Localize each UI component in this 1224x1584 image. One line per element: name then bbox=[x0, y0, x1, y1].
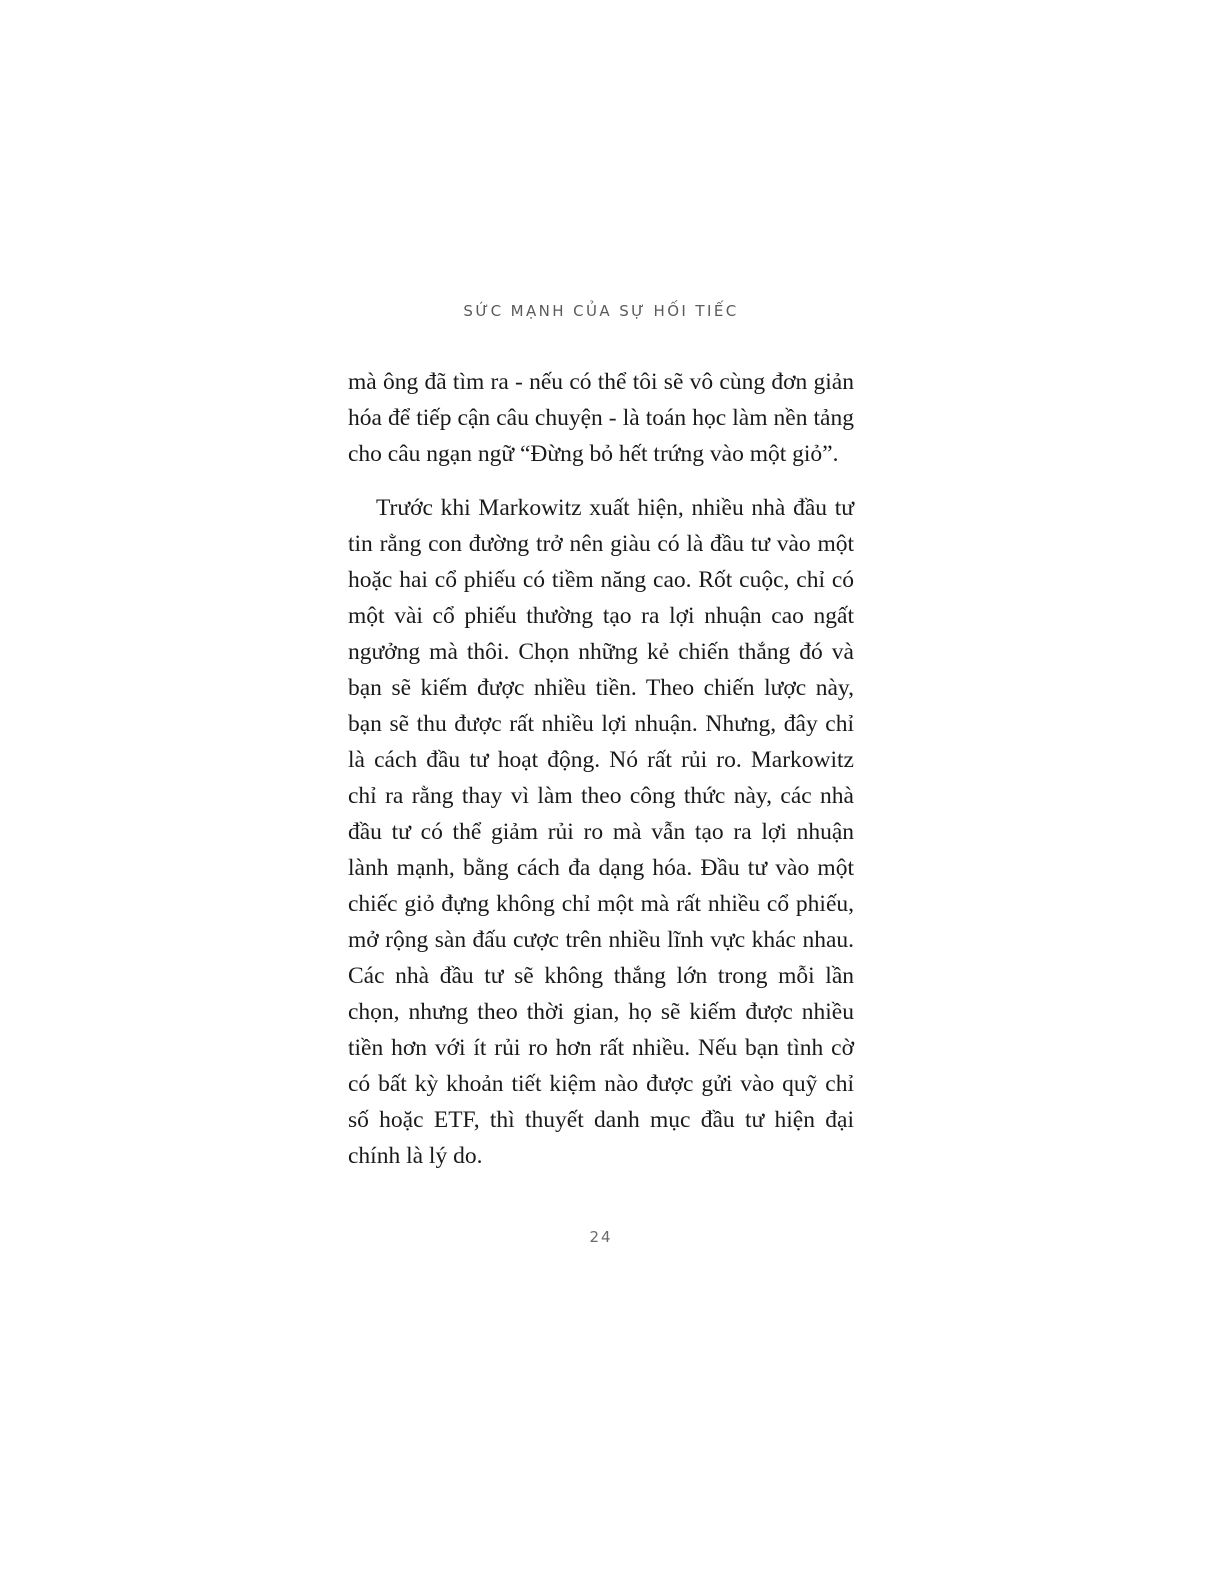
paragraph-markowitz: Trước khi Markowitz xuất hiện, nhiều nhà đầu tư tin rằng con đường trở nên giàu có là đầu tư vào một hoặc hai cổ phiếu có tiềm năng cao. Rốt cuộc, chỉ có một vài cổ phiếu thường tạo ra lợi nhuận cao ngất ngưởng mà thôi. Chọn những kẻ chiến thắng đó và bạn sẽ kiếm được nhiều tiền. Theo chiến lược này, bạn sẽ thu được rất nhiều lợi nhuận. Nhưng, đây chỉ là cách đầu tư hoạt động. Nó rất rủi ro. Markowitz chỉ ra rằng thay vì làm theo công thức này, các nhà đầu tư có thể giảm rủi ro mà vẫn tạo ra lợi nhuận lành mạnh, bằng cách đa dạng hóa. Đầu tư vào một chiếc giỏ đựng không chỉ một mà rất nhiều cổ phiếu, mở rộng sàn đấu cược trên nhiều lĩnh vực khác nhau. Các nhà đầu tư sẽ không thắng lớn trong mỗi lần chọn, nhưng theo thời gian, họ sẽ kiếm được nhiều tiền hơn với ít rủi ro hơn rất nhiều. Nếu bạn tình cờ có bất kỳ khoản tiết kiệm nào được gửi vào quỹ chỉ số hoặc ETF, thì thuyết danh mục đầu tư hiện đại chính là lý do. bbox=[348, 495, 854, 1169]
body-text bbox=[348, 364, 854, 1174]
paragraph-continuation: mà ông đã tìm ra - nếu có thể tôi sẽ vô cùng đơn giản hóa để tiếp cận câu chuyện - là toán học làm nền tảng cho câu ngạn ngữ “Đừng bỏ hết trứng vào một giỏ”. bbox=[348, 369, 854, 467]
running-head: SỨC MẠNH CỦA SỰ HỐI TIẾC bbox=[463, 302, 739, 320]
page-number: 24 bbox=[589, 1228, 613, 1246]
